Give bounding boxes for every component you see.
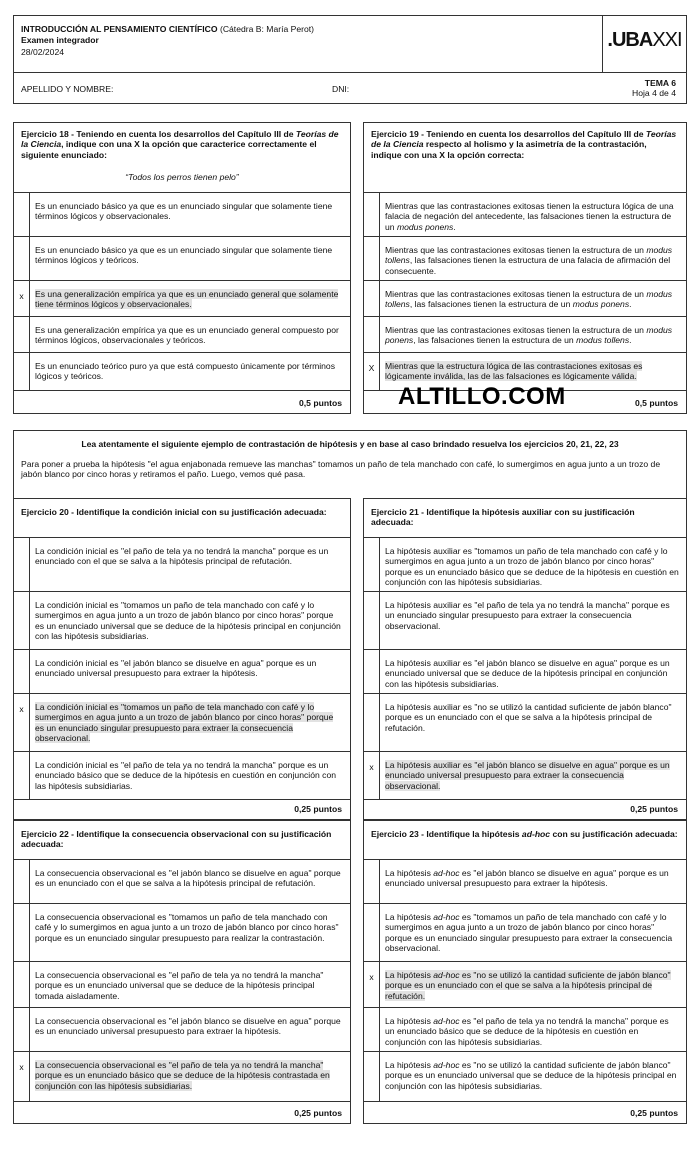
logo-box bbox=[602, 16, 686, 73]
option-text: La hipótesis auxiliar es "el jabón blanco se disuelve en agua" porque es un enunciado universal que se deduce de la hipótesis principal en conjunción con las hipótesis subsidiarias. bbox=[385, 658, 670, 689]
course-title: INTRODUCCIÓN AL PENSAMIENTO CIENTÍFICO bbox=[21, 24, 218, 34]
exercise-19-question: Ejercicio 19 - Teniendo en cuenta los desarrollos del Capítulo III de Teorías de la Ciencia respecto al holismo y la asimetría de la contrastación, indique con una X la opción correcta: bbox=[371, 129, 677, 160]
option-row[interactable] bbox=[14, 650, 350, 694]
option-text: La hipótesis auxiliar es "tomamos un paño de tela manchado con café y lo sumergimos en agua junto a un trozo de jabón blanco por cinco horas" porque es un enunciado básico que se deduce de la hipótesis en cuestión en conjunción con las hipótesis subsidiarias. bbox=[385, 546, 679, 588]
option-text: Mientras que las contrastaciones exitosas tienen la estructura lógica de una falacia de negación del antecedente, las falsaciones tienen la estructura de un modus ponens. bbox=[385, 201, 674, 232]
option-text: La condición inicial es "tomamos un paño de tela manchado con café y lo sumergimos en agua junto a un trozo de jabón blanco por cinco horas" porque es un enunciado universal que se deduce de la hipótesis principal en conjunción con las hipótesis subsidiarias. bbox=[35, 600, 341, 642]
option-row[interactable] bbox=[364, 752, 686, 800]
answer-mark[interactable] bbox=[14, 237, 30, 280]
answer-mark[interactable] bbox=[364, 1052, 380, 1101]
option-row[interactable] bbox=[364, 193, 686, 237]
option-text: La hipótesis ad-hoc es "no se utilizó la cantidad suficiente de jabón blanco" porque es un enunciado universal que se deduce de la hipótesis principal en conjunción con las hipótesis subsidiarias. bbox=[385, 1060, 677, 1091]
option-row[interactable] bbox=[14, 538, 350, 592]
option-row[interactable] bbox=[14, 592, 350, 650]
answer-mark[interactable] bbox=[364, 592, 380, 649]
option-text: La hipótesis auxiliar es "no se utilizó la cantidad suficiente de jabón blanco" porque es un enunciado con el que se salva a la hipótesis principal de refutación. bbox=[385, 702, 672, 733]
exam-type: Examen integrador bbox=[21, 35, 99, 46]
exercise-21-points: 0,25 puntos bbox=[630, 803, 678, 814]
option-row[interactable] bbox=[364, 650, 686, 694]
option-text: Es un enunciado básico ya que es un enunciado singular que solamente tiene términos lógicos y observacionales. bbox=[35, 201, 333, 222]
tema-label: TEMA 6 bbox=[644, 78, 676, 88]
answer-mark[interactable] bbox=[14, 353, 30, 390]
option-text: La hipótesis auxiliar es "el jabón blanco se disuelve en agua" porque es un enunciado universal presupuesto para extraer la consecuencia observacional. bbox=[385, 760, 670, 791]
dni-label: DNI: bbox=[332, 84, 350, 94]
option-row[interactable] bbox=[364, 317, 686, 353]
exercise-23-points: 0,25 puntos bbox=[630, 1107, 678, 1118]
answer-mark[interactable] bbox=[14, 752, 30, 799]
exercise-18 bbox=[13, 122, 351, 414]
option-row[interactable] bbox=[364, 592, 686, 650]
option-text: Es una generalización empírica ya que es un enunciado general que solamente tiene términos lógicos y observacionales. bbox=[35, 289, 339, 310]
option-row[interactable] bbox=[14, 237, 350, 281]
course-chair: (Cátedra B: María Perot) bbox=[219, 24, 315, 34]
case-intro-title: Lea atentamente el siguiente ejemplo de contrastación de hipótesis y en base al caso brindado resuelva los ejercicios 20, 21, 22, 23 bbox=[81, 439, 619, 449]
answer-mark[interactable] bbox=[364, 237, 380, 280]
option-row[interactable] bbox=[14, 193, 350, 237]
answer-mark[interactable] bbox=[364, 904, 380, 961]
exercise-20-points: 0,25 puntos bbox=[294, 803, 342, 814]
answer-mark[interactable]: x bbox=[14, 281, 30, 316]
option-text: La consecuencia observacional es "el paño de tela ya no tendrá la mancha" porque es un enunciado básico que se deduce de la hipótesis contrastada en conjunción con las hipótesis subsidiarias. bbox=[35, 1060, 330, 1091]
option-row[interactable] bbox=[364, 860, 686, 904]
exercise-21-question: Ejercicio 21 - Identifique la hipótesis auxiliar con su justificación adecuada: bbox=[371, 507, 635, 528]
option-text: Es una generalización empírica ya que es un enunciado general compuesto por términos lógicos, observacionales y teóricos. bbox=[35, 325, 339, 346]
option-text: Mientras que las contrastaciones exitosas tienen la estructura de un modus ponens, las falsaciones tienen la estructura de un modus tollens. bbox=[385, 325, 673, 346]
option-text: La consecuencia observacional es "el jabón blanco se disuelve en agua" porque es un enunciado con el que se salva a la hipótesis principal de refutación. bbox=[35, 868, 341, 889]
exercise-20-options bbox=[14, 537, 350, 799]
answer-mark[interactable] bbox=[364, 650, 380, 693]
option-text: La condición inicial es "el paño de tela ya no tendrá la mancha" porque es un enunciado básico que se deduce de la hipótesis en cuestión en conjunción con las hipótesis subsidiarias. bbox=[35, 760, 336, 791]
option-row[interactable] bbox=[364, 694, 686, 752]
answer-mark[interactable] bbox=[14, 317, 30, 352]
answer-mark[interactable]: x bbox=[14, 694, 30, 751]
answer-mark[interactable] bbox=[364, 1008, 380, 1051]
exercise-22-points: 0,25 puntos bbox=[294, 1107, 342, 1118]
option-text: Mientras que las contrastaciones exitosas tienen la estructura de un modus tollens, las falsaciones tienen la estructura de una falacia de afirmación del consecuente. bbox=[385, 245, 673, 276]
option-text: La consecuencia observacional es "tomamos un paño de tela manchado con café y lo sumergimos en agua junto a un trozo de jabón blanco por cinco horas" porque es un enunciado singular presupuesto para realizar la contrastación. bbox=[35, 912, 339, 943]
answer-mark[interactable] bbox=[14, 592, 30, 649]
exam-date: 28/02/2024 bbox=[21, 46, 65, 57]
option-text: Mientras que las contrastaciones exitosas tienen la estructura de un modus tollens, las falsaciones tienen la estructura de un modus ponens. bbox=[385, 289, 673, 310]
exercise-18-question: Ejercicio 18 - Teniendo en cuenta los desarrollos del Capítulo III de Teorías de la Ciencia, indique con una X la opción que caracterice correctamente el siguiente enunciado: “Todos los perros tienen pelo” bbox=[14, 129, 350, 183]
uba-logo: .UBAXXI bbox=[607, 29, 682, 51]
name-label: APELLIDO Y NOMBRE: bbox=[21, 84, 114, 94]
header-info bbox=[21, 24, 314, 58]
exercise-21 bbox=[363, 498, 687, 820]
answer-mark[interactable]: x bbox=[364, 752, 380, 799]
option-text: La hipótesis auxiliar es "el paño de tela ya no tendrá la mancha" porque es un enunciado singular presupuesto para extraer la consecuencia observacional. bbox=[385, 600, 670, 631]
exercise-23 bbox=[363, 820, 687, 1124]
option-row[interactable] bbox=[364, 1008, 686, 1052]
option-row[interactable] bbox=[14, 904, 350, 962]
option-text: La hipótesis ad-hoc es "tomamos un paño de tela manchado con café y lo sumergimos en agua junto a un trozo de jabón blanco por cinco horas" porque es un enunciado singular presupuesto para extraer la consecuencia observacional. bbox=[385, 912, 673, 954]
exercise-18-quote: “Todos los perros tienen pelo” bbox=[125, 172, 239, 183]
header-student-row bbox=[14, 73, 686, 104]
header-top bbox=[14, 16, 686, 73]
option-row[interactable] bbox=[14, 694, 350, 752]
answer-mark[interactable] bbox=[364, 281, 380, 316]
answer-mark[interactable] bbox=[364, 193, 380, 236]
exercise-22-options bbox=[14, 859, 350, 1101]
exercise-18-points: 0,5 puntos bbox=[299, 397, 342, 408]
option-row[interactable] bbox=[14, 860, 350, 904]
exercise-18-options bbox=[14, 192, 350, 390]
exam-header bbox=[13, 15, 687, 104]
answer-mark[interactable] bbox=[14, 904, 30, 961]
option-row[interactable] bbox=[14, 353, 350, 391]
case-intro bbox=[13, 430, 687, 498]
option-row[interactable] bbox=[14, 317, 350, 353]
tema-info bbox=[632, 78, 676, 99]
exercise-23-question: Ejercicio 23 - Identifique la hipótesis ad-hoc con su justificación adecuada: bbox=[371, 829, 678, 839]
exercise-23-options bbox=[364, 859, 686, 1101]
option-text: La consecuencia observacional es "el paño de tela ya no tendrá la mancha" porque es un enunciado universal que se deduce de la hipótesis principal tomada aisladamente. bbox=[35, 970, 324, 1001]
exercise-20 bbox=[13, 498, 351, 820]
case-intro-body: Para poner a prueba la hipótesis "el agua enjabonada remueve las manchas" tomamos un paño de tela manchado con café, lo sumergimos en agua junto a un trozo de jabón blanco por cinco horas y retiramos el paño. Luego, vemos qué pasa. bbox=[21, 459, 661, 480]
option-row[interactable] bbox=[364, 538, 686, 592]
watermark-text: ALTILLO.COM bbox=[398, 383, 566, 410]
answer-mark[interactable]: X bbox=[364, 353, 380, 390]
exercise-22-question: Ejercicio 22 - Identifique la consecuencia observacional con su justificación adecuada: bbox=[21, 829, 332, 850]
exercise-22 bbox=[13, 820, 351, 1124]
exercise-21-options bbox=[364, 537, 686, 799]
option-row[interactable] bbox=[364, 281, 686, 317]
option-text: Es un enunciado teórico puro ya que está compuesto únicamente por términos lógicos y teóricos. bbox=[35, 361, 336, 382]
option-row[interactable] bbox=[14, 281, 350, 317]
option-row[interactable] bbox=[364, 1052, 686, 1102]
option-row[interactable] bbox=[14, 962, 350, 1008]
answer-mark[interactable] bbox=[14, 193, 30, 236]
answer-mark[interactable] bbox=[14, 650, 30, 693]
page-number: Hoja 4 de 4 bbox=[632, 88, 676, 99]
answer-mark[interactable] bbox=[364, 860, 380, 903]
answer-mark[interactable] bbox=[364, 317, 380, 352]
option-row[interactable] bbox=[14, 1052, 350, 1102]
answer-mark[interactable]: x bbox=[14, 1052, 30, 1101]
option-text: Mientras que la estructura lógica de las contrastaciones exitosas es lógicamente inválida, las de las falsaciones es lógicamente válida. bbox=[385, 361, 643, 382]
answer-mark[interactable] bbox=[14, 962, 30, 1007]
option-row[interactable] bbox=[14, 752, 350, 800]
exercise-19-points: 0,5 puntos bbox=[635, 397, 678, 408]
option-text: La hipótesis ad-hoc es "no se utilizó la cantidad suficiente de jabón blanco" porque es un enunciado con el que se salva a la hipótesis principal de refutación. bbox=[385, 970, 671, 1001]
answer-mark[interactable] bbox=[14, 860, 30, 903]
option-row[interactable] bbox=[364, 237, 686, 281]
option-text: La hipótesis ad-hoc es "el paño de tela ya no tendrá la mancha" porque es un enunciado básico que se deduce de la hipótesis en cuestión en conjunción con las hipótesis subsidiarias. bbox=[385, 1016, 669, 1047]
answer-mark[interactable] bbox=[14, 1008, 30, 1051]
answer-mark[interactable] bbox=[364, 694, 380, 751]
option-row[interactable] bbox=[364, 962, 686, 1008]
exercise-20-question: Ejercicio 20 - Identifique la condición inicial con su justificación adecuada: bbox=[21, 507, 327, 517]
option-text: La condición inicial es "el paño de tela ya no tendrá la mancha" porque es un enunciado con el que se salva a la hipótesis principal de refutación. bbox=[35, 546, 329, 567]
option-text: La condición inicial es "tomamos un paño de tela manchado con café y lo sumergimos en agua junto a un trozo de jabón blanco por cinco horas" porque es un enunciado singular presupuesto para extraer la consecuencia observacional. bbox=[35, 702, 334, 744]
option-row[interactable] bbox=[364, 904, 686, 962]
answer-mark[interactable]: x bbox=[364, 962, 380, 1007]
option-text: La consecuencia observacional es "el jabón blanco se disuelve en agua" porque es un enunciado universal presupuesto para extraer la hipótesis. bbox=[35, 1016, 341, 1037]
answer-mark[interactable] bbox=[364, 538, 380, 591]
option-text: La hipótesis ad-hoc es "el jabón blanco se disuelve en agua" porque es un enunciado universal presupuesto para extraer la hipótesis. bbox=[385, 868, 669, 889]
answer-mark[interactable] bbox=[14, 538, 30, 591]
option-text: Es un enunciado básico ya que es un enunciado singular que solamente tiene términos lógicos y teóricos. bbox=[35, 245, 333, 266]
option-row[interactable] bbox=[14, 1008, 350, 1052]
option-text: La condición inicial es "el jabón blanco se disuelve en agua" porque es un enunciado universal presupuesto para extraer la hipótesis. bbox=[35, 658, 317, 679]
exercise-19 bbox=[363, 122, 687, 414]
exercise-19-options bbox=[364, 192, 686, 390]
